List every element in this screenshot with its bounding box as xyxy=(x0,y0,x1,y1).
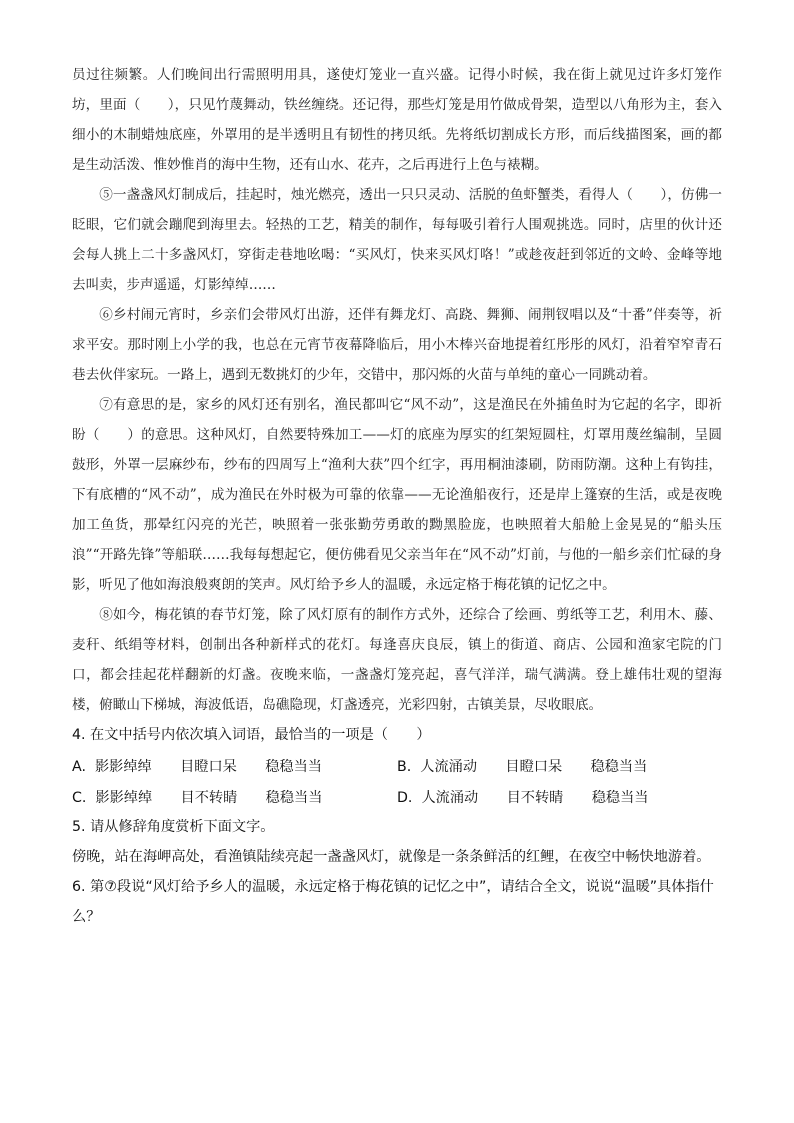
paragraph-7: ⑦有意思的是，家乡的风灯还有别名，渔民都叫它“风不动”，这是渔民在外捕鱼时为它起的名字，即祈盼（ ）的意思。这种风灯，自然要特殊加工——灯的底座为厚实的红架短圆柱，灯罩用蔑丝编制，呈圆鼓形，外罩一层麻纱布，纱布的四周写上“渔利大获”四个红字，再用桐油漆刷，防雨防潮。这种上有钩挂，下有底槽的“风不动”，成为渔民在外时极为可靠的依靠——无论渔船夜行，还是岸上篷寮的生活，或是夜晚加工鱼货，那晕红闪亮的光芒，映照着一张张勤劳勇敢的黝黑脸庞，也映照着大船舱上金晃晃的“船头压浪”“开路先锋”等船联……我每每想起它，便仿佛看见父亲当年在“风不动”灯前，与他的一船乡亲们忙碌的身影，听见了他如海浪般爽朗的笑声。风灯给予乡人的温暖，永远定格于梅花镇的记忆之中。 xyxy=(72,397,722,593)
option-b: B. 人流涌动 目瞪口呆 稳稳当当 xyxy=(397,758,648,775)
options-row xyxy=(72,781,722,812)
options-row xyxy=(72,750,722,781)
document-page xyxy=(72,60,722,932)
question-4: 4. 在文中括号内依次填入词语，最恰当的一项是（ ） xyxy=(72,727,431,743)
question-6: 6. 第⑦段说“风灯给予乡人的温暖，永远定格于梅花镇的记忆之中”，请结合全文，说说“温暖”具体指什么？ xyxy=(72,879,714,925)
question-5-quote: 傍晚，站在海岬高处，看渔镇陆续亮起一盏盏风灯，就像是一条条鲜活的红鲤，在夜空中畅快地游着。 xyxy=(72,849,711,865)
option-d: D. 人流涌动 目不转睛 稳稳当当 xyxy=(397,789,649,806)
question-5: 5. 请从修辞角度赏析下面文字。 xyxy=(72,819,275,835)
paragraph-6: ⑥乡村闹元宵时，乡亲们会带风灯出游，还伴有舞龙灯、高跷、舞狮、闹荆钗唱以及“十番”伴奏等，祈求平安。那时刚上小学的我，也总在元宵节夜幕降临后，用小木棒兴奋地提着红彤彤的风灯，沿着窄窄青石巷去伙伴家玩。一路上，遇到无数挑灯的少年，交错中，那闪烁的火苗与单纯的童心一同跳动着。 xyxy=(72,307,722,383)
paragraph-lantern-workshops: 员过往频繁。人们晚间出行需照明用具，遂使灯笼业一直兴盛。记得小时候，我在街上就见过许多灯笼作坊，里面（ ），只见竹蔑舞动，铁丝缠绕。还记得，那些灯笼是用竹做成骨架，造型以八角形为主，套入细小的木制蜡烛底座，外罩用的是半透明且有韧性的拷贝纸。先将纸切割成长方形，而后线描图案，画的都是生动活泼、惟妙惟肖的海中生物，还有山水、花卉，之后再进行上色与裱糊。 xyxy=(72,67,722,173)
paragraph-8: ⑧如今，梅花镇的春节灯笼，除了风灯原有的制作方式外，还综合了绘画、剪纸等工艺，利用木、藤、麦秆、纸绢等材料，创制出各种新样式的花灯。每逢喜庆良辰，镇上的街道、商店、公园和渔家宅院的门口，都会挂起花样翻新的灯盏。夜晚来临，一盏盏灯笼亮起，喜气洋洋，瑞气满满。登上雄伟壮观的望海楼，俯瞰山下梯城，海波低语，岛礁隐现，灯盏透亮，光彩四射，古镇美景，尽收眼底。 xyxy=(72,607,722,713)
option-a: A. 影影绰绰 目瞪口呆 稳稳当当 xyxy=(72,758,322,775)
question-4-options xyxy=(72,750,722,812)
paragraph-5: ⑤一盏盏风灯制成后，挂起时，烛光燃亮，透出一只只灵动、活脱的鱼虾蟹类，看得人（ ），仿佛一眨眼，它们就会蹦爬到海里去。轻热的工艺，精美的制作，每每吸引着行人围观挑选。同时，店里的伙计还会每人挑上二十多盏风灯，穿街走巷地吆喝：“买风灯，快来买风灯咯！”或趁夜赶到邻近的文岭、金峰等地去叫卖，步声遥遥，灯影绰绰…… xyxy=(72,187,722,293)
option-c: C. 影影绰绰 目不转睛 稳稳当当 xyxy=(72,789,323,806)
